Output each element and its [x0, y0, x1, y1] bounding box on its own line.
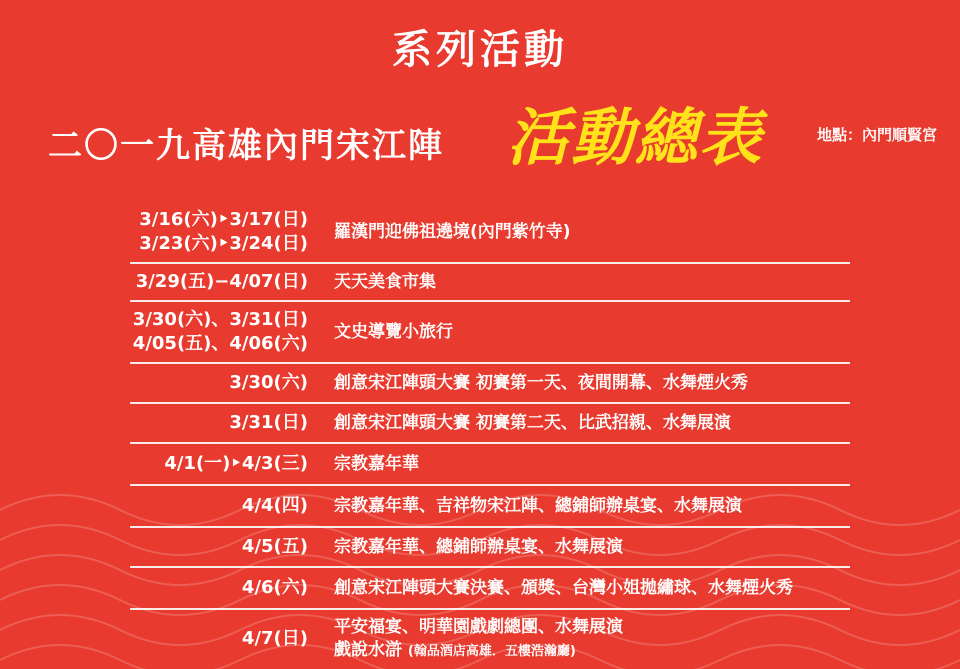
- schedule-dates: [130, 308, 328, 356]
- schedule-dates: [130, 270, 328, 294]
- date-line: 3/16(六)‣3/17(日): [139, 209, 308, 230]
- schedule-dates: [130, 411, 328, 435]
- schedule-row: [130, 404, 850, 444]
- schedule-row: [130, 610, 850, 668]
- schedule-dates: [130, 494, 328, 518]
- schedule-dates: [130, 208, 328, 256]
- schedule-row: [130, 202, 850, 264]
- schedule-activity: 羅漢門迎佛祖遶境(內門紫竹寺): [334, 221, 571, 242]
- date-line: 4/6(六): [241, 577, 308, 598]
- schedule-row: [130, 568, 850, 610]
- activity-line: 平安福宴、明華園戲劇總團、水舞展演: [334, 616, 623, 637]
- date-line: 3/30(六): [229, 372, 308, 393]
- schedule-activity: [328, 616, 850, 663]
- activity-line-with-note: [334, 639, 850, 663]
- date-line: 4/4(四): [241, 495, 308, 516]
- schedule-row: [130, 528, 850, 568]
- schedule-activity: 創意宋江陣頭大賽 初賽第一天、夜間開幕、水舞煙火秀: [334, 372, 748, 393]
- schedule-dates: [130, 627, 328, 651]
- date-line: 4/1(一)‣4/3(三): [164, 453, 308, 474]
- schedule-row: [130, 302, 850, 364]
- schedule-table: [130, 202, 850, 668]
- schedule-row: [130, 486, 850, 528]
- series-title: 系列活動: [392, 27, 568, 73]
- schedule-activity: 宗教嘉年華: [334, 453, 419, 474]
- date-line: 3/30(六)、3/31(日): [132, 309, 308, 330]
- schedule-activity: 創意宋江陣頭大賽決賽、頒獎、台灣小姐拋繡球、水舞煙火秀: [334, 577, 793, 598]
- event-highlight-title: 活動總表: [507, 101, 764, 174]
- date-line: 3/29(五)−4/07(日): [135, 271, 308, 292]
- schedule-activity: 文史導覽小旅行: [334, 321, 453, 342]
- schedule-row: [130, 264, 850, 302]
- venue-note: (翰品酒店高雄．五樓浩瀚廳): [407, 643, 576, 659]
- schedule-activity: 創意宋江陣頭大賽 初賽第二天、比武招親、水舞展演: [334, 412, 731, 433]
- date-line: 3/31(日): [229, 412, 308, 433]
- schedule-dates: [130, 452, 328, 476]
- date-line: 4/5(五): [241, 536, 308, 557]
- date-line: 3/23(六)‣3/24(日): [139, 233, 308, 254]
- event-title: 二〇一九高雄內門宋江陣: [48, 126, 444, 166]
- venue-label: 地點：內門順賢宮: [817, 126, 938, 144]
- date-line: 4/05(五)、4/06(六): [132, 333, 308, 354]
- schedule-activity: 宗教嘉年華、吉祥物宋江陣、總鋪師辦桌宴、水舞展演: [334, 495, 742, 516]
- schedule-activity: 天天美食市集: [334, 271, 436, 292]
- schedule-row: [130, 364, 850, 404]
- schedule-activity: 宗教嘉年華、總鋪師辦桌宴、水舞展演: [334, 536, 623, 557]
- date-line: 4/7(日): [241, 628, 308, 649]
- schedule-row: [130, 444, 850, 486]
- schedule-dates: [130, 371, 328, 395]
- activity-text: 戲說水滸: [334, 639, 402, 660]
- schedule-dates: [130, 535, 328, 559]
- schedule-dates: [130, 576, 328, 600]
